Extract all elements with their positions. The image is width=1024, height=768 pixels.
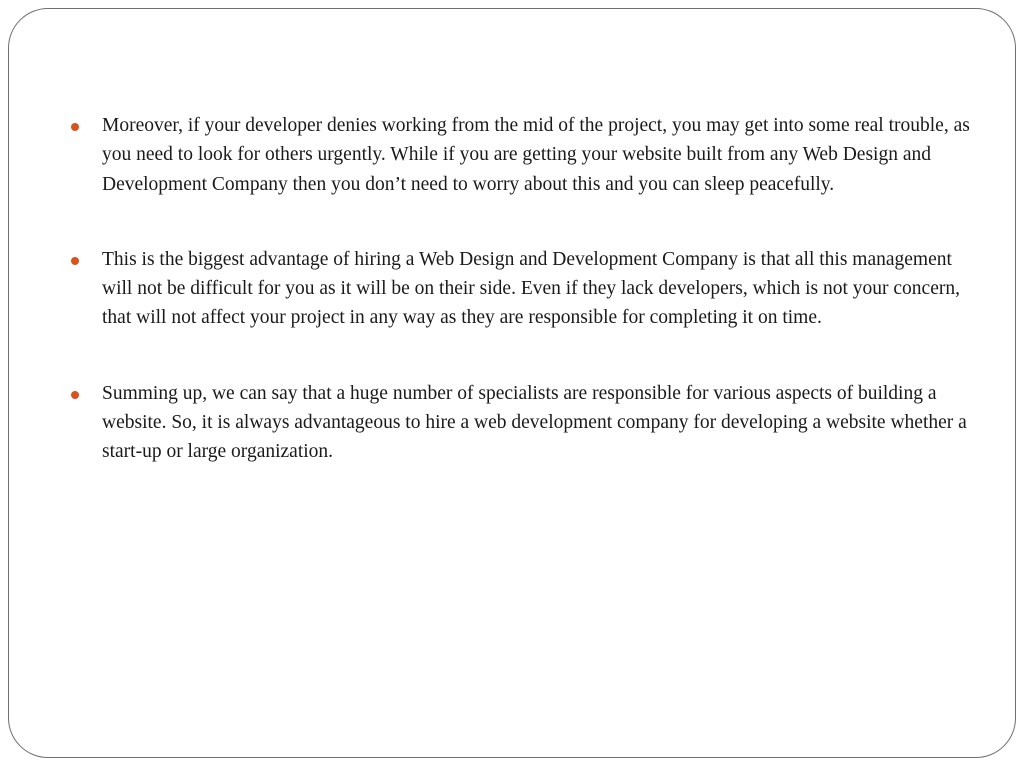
bullet-dot-icon (71, 123, 79, 131)
bullet-text: This is the biggest advantage of hiring a Web Design and Development Company is that all this management will not be difficult for you as it will be on their side. Even if they lack developers, which is not your concern, that will not affect your project in any way as they are responsible for completing it on time. (102, 248, 960, 329)
bullet-item (71, 379, 971, 467)
bullet-text: Moreover, if your developer denies working from the mid of the project, you may get into some real trouble, as you need to look for others urgently. While if you are getting your website built from any Web Design and Development Company then you don’t need to worry about this and you can sleep peacefully. (102, 115, 970, 195)
slide-content (71, 111, 971, 513)
bullet-item (71, 245, 971, 333)
bullet-dot-icon (71, 257, 79, 265)
bullet-text: Summing up, we can say that a huge number of specialists are responsible for various aspects of building a website. So, it is always advantageous to hire a web development company for developing a website whether a start-up or large organization. (102, 382, 967, 463)
bullet-item (71, 111, 971, 199)
bullet-dot-icon (71, 391, 79, 399)
bullet-list (71, 111, 971, 467)
slide-frame (8, 8, 1016, 758)
